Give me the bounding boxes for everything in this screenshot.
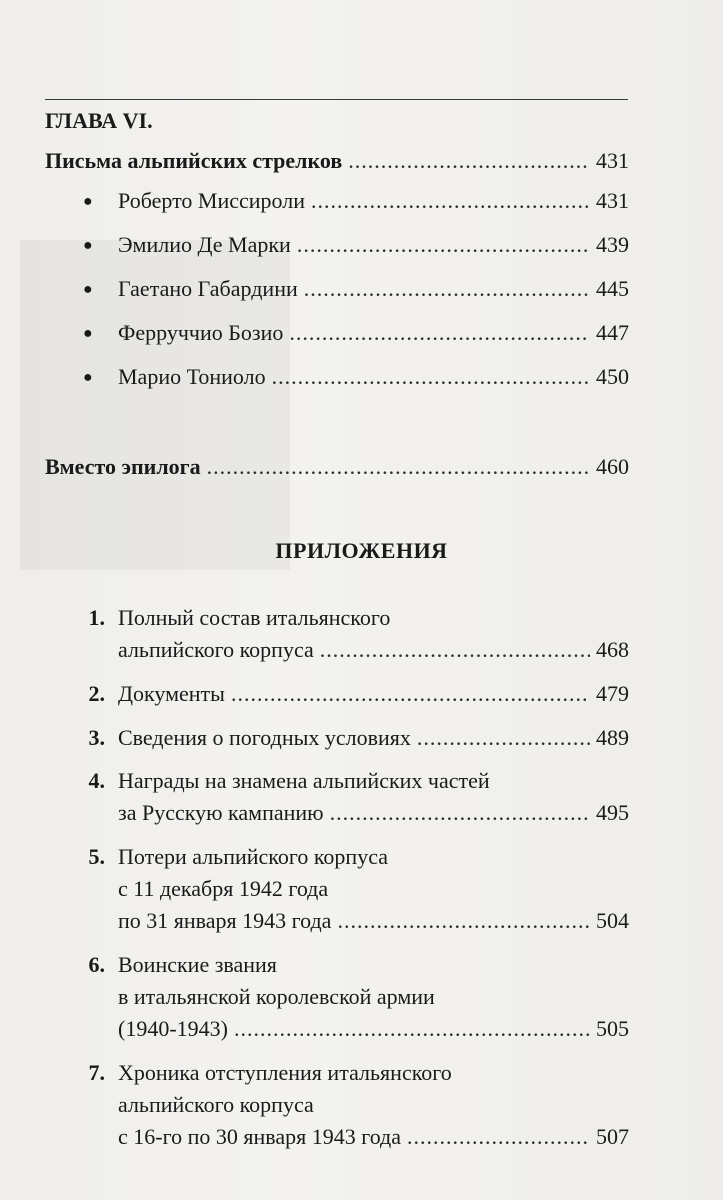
bullet-icon: ● bbox=[83, 281, 93, 298]
dot-leader bbox=[231, 681, 590, 707]
dot-leader bbox=[304, 276, 590, 302]
appendices-heading: ПРИЛОЖЕНИЯ bbox=[275, 538, 448, 563]
appendix-number: 3. bbox=[88, 725, 105, 750]
toc-entry-appendix[interactable] bbox=[118, 1124, 629, 1150]
appendix-title-line: Воинские звания bbox=[118, 952, 277, 977]
toc-entry-label: Письма альпийских стрелков bbox=[45, 148, 343, 173]
page-number: 468 bbox=[596, 637, 629, 662]
toc-entry-letter[interactable] bbox=[118, 276, 629, 302]
appendix-number: 1. bbox=[88, 605, 105, 630]
dot-leader bbox=[348, 148, 590, 174]
toc-entry-appendix[interactable] bbox=[118, 800, 629, 826]
appendix-number: 5. bbox=[88, 844, 105, 869]
page-number: 495 bbox=[596, 800, 629, 825]
toc-entry-letter[interactable] bbox=[118, 320, 629, 346]
bullet-icon: ● bbox=[83, 325, 93, 342]
dot-leader bbox=[320, 637, 590, 663]
appendix-title-line: Полный состав итальянского bbox=[118, 605, 391, 630]
toc-entry-appendix[interactable] bbox=[118, 681, 629, 707]
page-number: 505 bbox=[596, 1016, 629, 1041]
appendix-title-line: альпийского корпуса bbox=[118, 637, 314, 662]
dot-leader bbox=[330, 800, 590, 826]
appendix-title-line: с 11 декабря 1942 года bbox=[118, 876, 329, 901]
dot-leader bbox=[207, 454, 590, 480]
page-number: 460 bbox=[596, 454, 629, 479]
bullet-icon: ● bbox=[83, 193, 93, 210]
appendix-title-line: (1940-1943) bbox=[118, 1016, 228, 1041]
appendix-title-line: Награды на знамена альпийских частей bbox=[118, 768, 490, 793]
toc-entry-appendix[interactable] bbox=[118, 908, 629, 934]
top-rule bbox=[45, 99, 628, 100]
page-number: 431 bbox=[596, 188, 629, 213]
appendix-number: 7. bbox=[88, 1060, 105, 1085]
appendix-number: 4. bbox=[88, 768, 105, 793]
page-number: 479 bbox=[596, 681, 629, 706]
appendix-title-line: альпийского корпуса bbox=[118, 1092, 314, 1117]
appendix-title-line: Сведения о погодных условиях bbox=[118, 725, 411, 750]
toc-entry-appendix[interactable] bbox=[118, 637, 629, 663]
page-number: 445 bbox=[596, 276, 629, 301]
appendix-title-line: Хроника отступления итальянского bbox=[118, 1060, 452, 1085]
toc-entry-label: Гаетано Габардини bbox=[118, 276, 298, 301]
bullet-icon: ● bbox=[83, 369, 93, 386]
dot-leader bbox=[407, 1124, 590, 1150]
appendix-number: 6. bbox=[88, 952, 105, 977]
toc-entry-label: Марио Тониоло bbox=[118, 364, 266, 389]
page-number: 489 bbox=[596, 725, 629, 750]
dot-leader bbox=[337, 908, 590, 934]
page-number: 431 bbox=[596, 148, 629, 173]
toc-entry-chapter-title[interactable] bbox=[45, 148, 629, 174]
toc-entry-appendix[interactable] bbox=[118, 725, 629, 751]
toc-entry-letter[interactable] bbox=[118, 364, 629, 390]
dot-leader bbox=[311, 188, 590, 214]
toc-entry-label: Роберто Миссироли bbox=[118, 188, 305, 213]
dot-leader bbox=[234, 1016, 590, 1042]
appendix-title-line: Документы bbox=[118, 681, 225, 706]
appendix-number: 2. bbox=[88, 681, 105, 706]
dot-leader bbox=[272, 364, 590, 390]
appendix-title-line: в итальянской королевской армии bbox=[118, 984, 435, 1009]
toc-entry-appendix[interactable] bbox=[118, 1016, 629, 1042]
page-number: 504 bbox=[596, 908, 629, 933]
toc-entry-label: Вместо эпилога bbox=[45, 454, 201, 479]
appendix-title-line: по 31 января 1943 года bbox=[118, 908, 332, 933]
toc-entry-letter[interactable] bbox=[118, 232, 629, 258]
dot-leader bbox=[289, 320, 590, 346]
dot-leader bbox=[297, 232, 590, 258]
appendix-title-line: с 16-го по 30 января 1943 года bbox=[118, 1124, 402, 1149]
toc-entry-label: Эмилио Де Марки bbox=[118, 232, 291, 257]
toc-entry-epilogue[interactable] bbox=[45, 454, 629, 480]
toc-entry-letter[interactable] bbox=[118, 188, 629, 214]
page-number: 507 bbox=[596, 1124, 629, 1149]
chapter-label: ГЛАВА VI. bbox=[45, 108, 153, 133]
bullet-icon: ● bbox=[83, 237, 93, 254]
page-number: 447 bbox=[596, 320, 629, 345]
page-number: 439 bbox=[596, 232, 629, 257]
page-number: 450 bbox=[596, 364, 629, 389]
dot-leader bbox=[417, 725, 590, 751]
appendix-title-line: Потери альпийского корпуса bbox=[118, 844, 388, 869]
appendix-title-line: за Русскую кампанию bbox=[118, 800, 324, 825]
toc-entry-label: Ферруччио Бозио bbox=[118, 320, 284, 345]
